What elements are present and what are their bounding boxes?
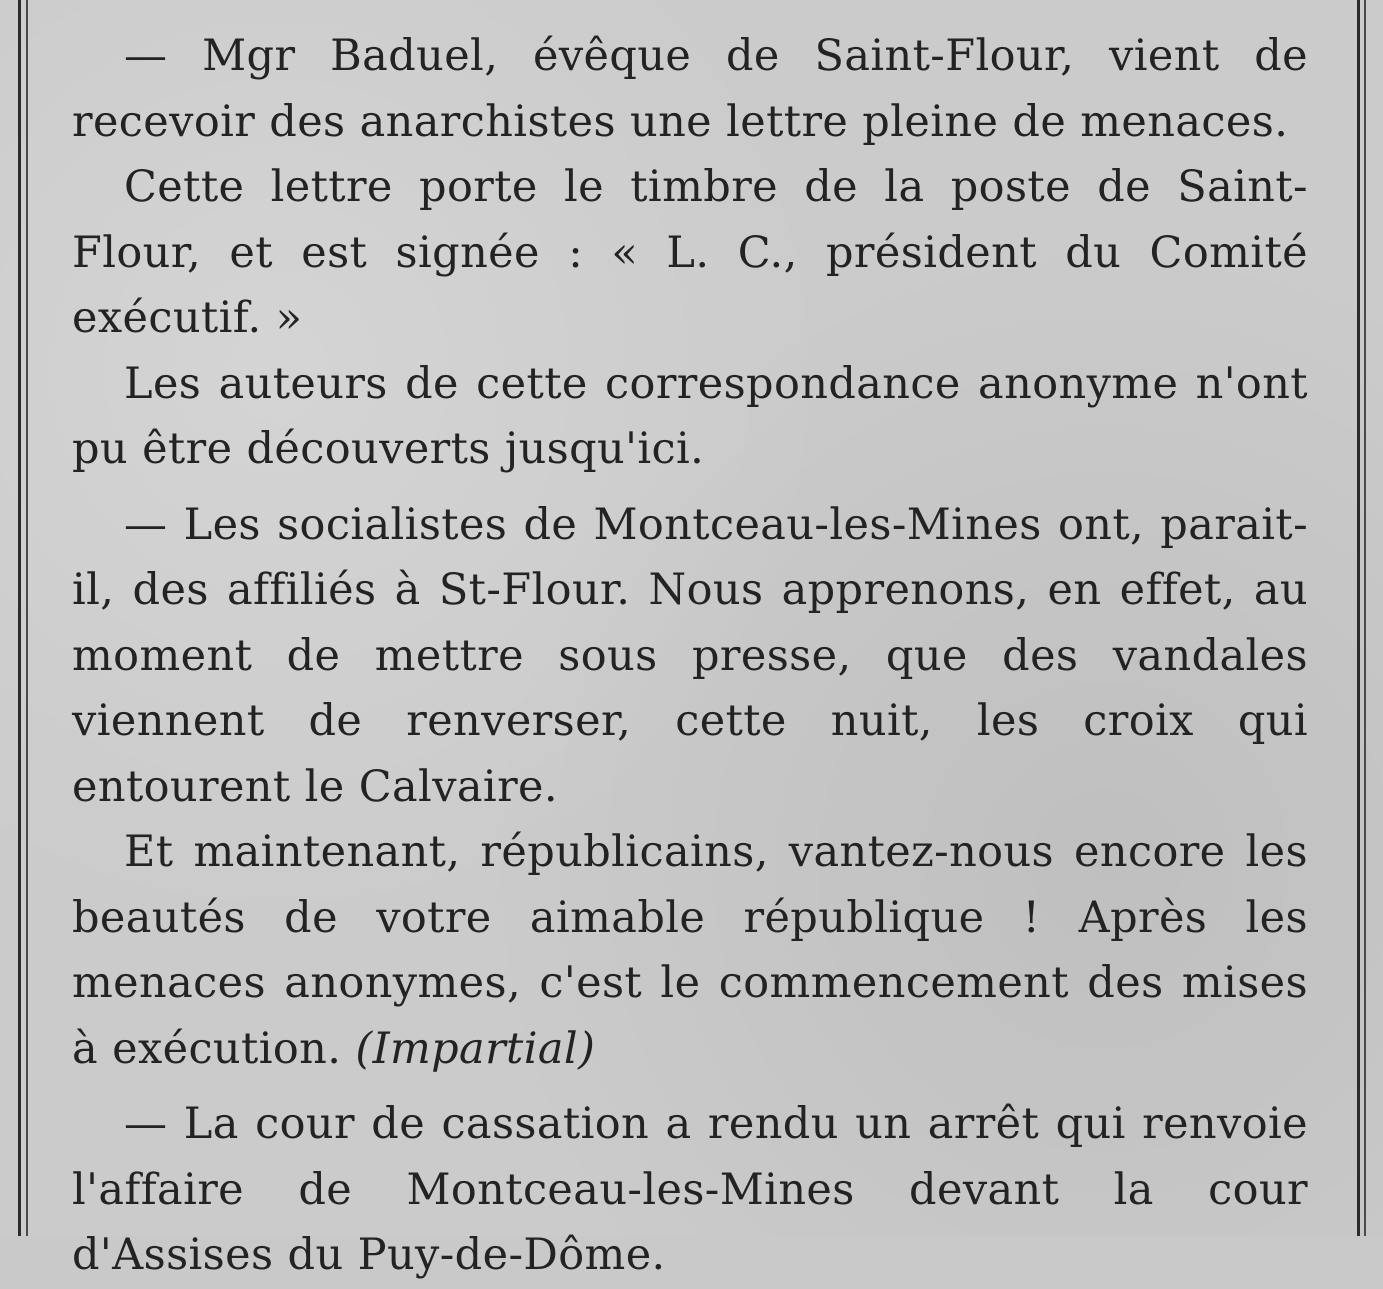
left-column-rule (18, 0, 21, 1236)
paragraph-republicans-text: Et maintenant, républicains, vantez-nous encore les beautés de votre aimable république ! Après les menaces anonymes, c'est le commencement des mises à exécution. (72, 827, 1308, 1074)
paragraph-socialists-montceau: — Les socialistes de Montceau-les-Mines ont, parait-il, des affiliés à St-Flour. Nous apprenons, en effet, au moment de mettre sous presse, que des vandales viennent de renverser, cette nuit, les croix qui entourent le Calvaire. (72, 499, 1308, 812)
paragraph-authors-unknown: Les auteurs de cette correspondance anonyme n'ont pu être découverts jusqu'ici. (72, 358, 1308, 474)
article-column (72, 24, 1308, 1289)
right-column-rule (1357, 0, 1360, 1236)
left-column-rule-inner (26, 0, 28, 1236)
right-column-rule-inner (1364, 0, 1366, 1236)
paragraph-cour-de-cassation: — La cour de cassation a rendu un arrêt qui renvoie l'affaire de Montceau-les-Mines devant la cour d'Assises du Puy-de-Dôme. (72, 1099, 1308, 1280)
cropped-next-line (120, 1200, 1300, 1236)
paragraph-republicans (72, 820, 1308, 1082)
paragraph-letter-stamp: Cette lettre porte le timbre de la poste de Saint-Flour, et est signée : « L. C., président du Comité exécutif. » (72, 162, 1308, 343)
paragraph-baduel-letter: — Mgr Baduel, évêque de Saint-Flour, vient de recevoir des anarchistes une lettre pleine de menaces. (72, 31, 1308, 147)
source-attribution: (Impartial) (355, 1023, 596, 1074)
